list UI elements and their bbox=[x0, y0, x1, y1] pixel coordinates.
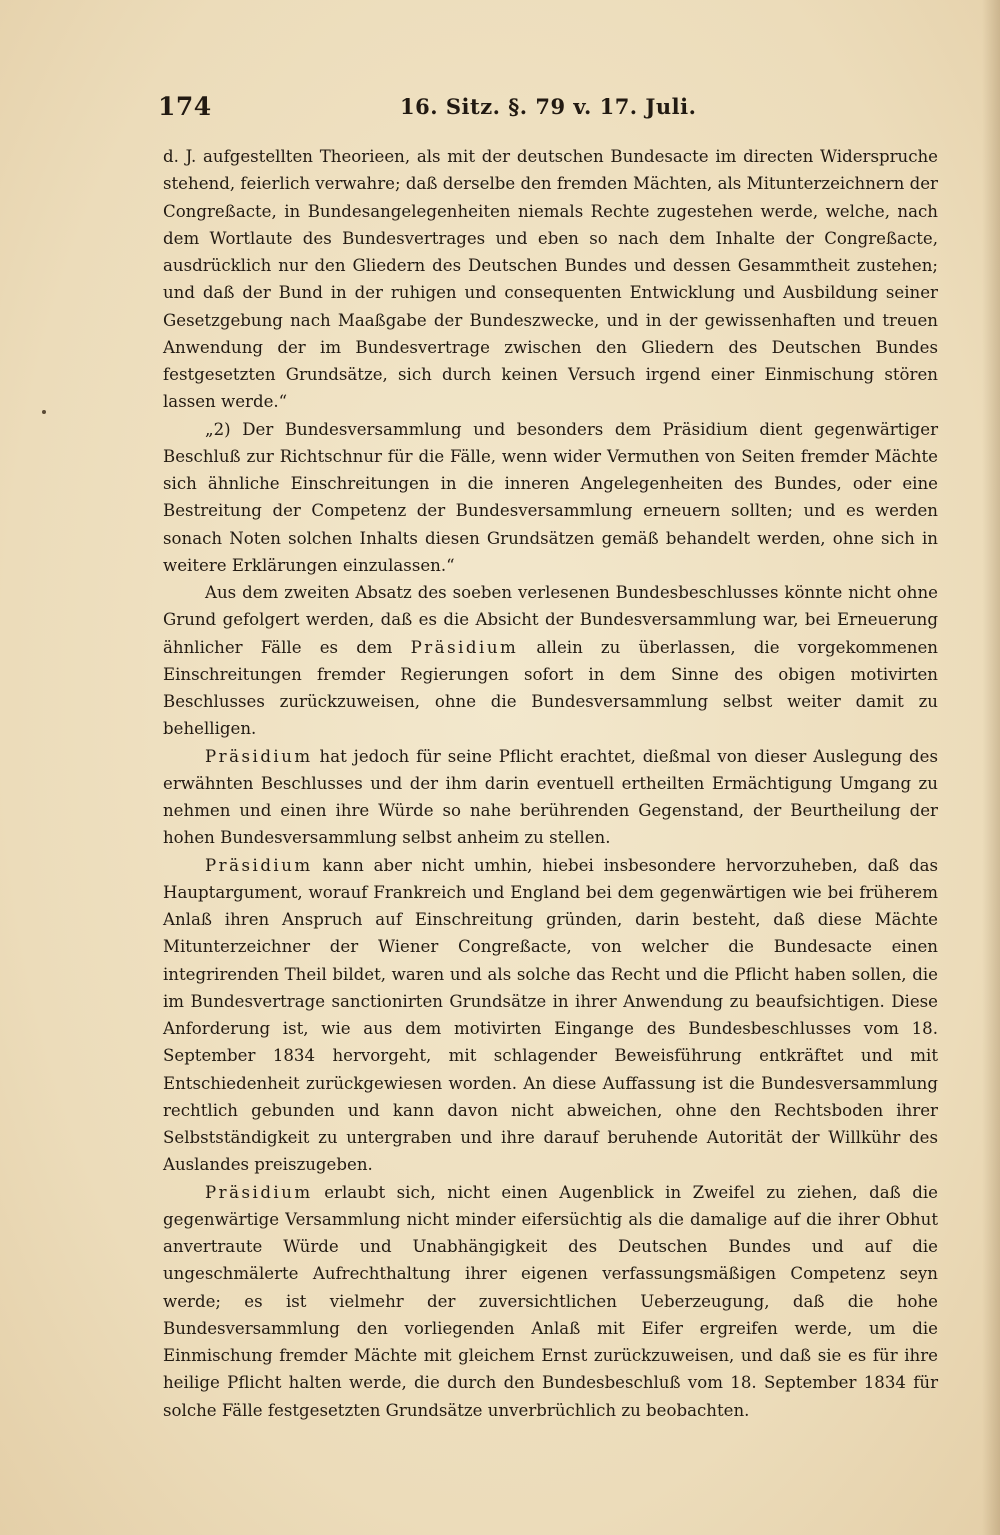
body-text bbox=[163, 143, 938, 1424]
paragraph bbox=[163, 743, 938, 852]
paragraph-text: „2) Der Bundesversammlung und besonders dem Präsidium dient gegenwärtiger Beschluß zur Richtschnur für die Fälle, wenn wider Vermuthen von Seiten fremder Mächte sich ähnliche Einschreitungen in die inneren Angelegenheiten des Bundes, oder eine Bestreitung der Competenz der Bundesversammlung erneuern sollten; und es werden sonach Noten solchen Inhalts diesen Grundsätzen gemäß behandelt werden, ohne sich in weitere Erklärungen einzulassen.“ bbox=[163, 419, 938, 575]
running-head bbox=[150, 92, 950, 132]
running-title: 16. Sitz. §. 79 v. 17. Juli. bbox=[400, 94, 697, 119]
paragraph bbox=[163, 416, 938, 580]
page-edge-shadow bbox=[982, 0, 1000, 1535]
paragraph bbox=[163, 579, 938, 743]
page-number: 174 bbox=[158, 92, 212, 121]
paragraph-text: allein zu überlassen, die vorgekommenen Einschreitungen fremder Regierungen sofort in dem Sinne des obigen motivirten Beschlusses zurückzuweisen, ohne die Bundesversammlung selbst weiter damit zu behelligen. bbox=[163, 637, 938, 739]
stray-mark bbox=[42, 410, 46, 414]
paragraph-text: Aus dem zweiten Absatz des soeben verlesenen Bundesbeschlusses könnte nicht ohne Grund gefolgert werden, daß es die Absicht der Bundesversammlung war, bei Erneuerung ähnlicher Fälle es dem bbox=[163, 583, 938, 657]
paragraph bbox=[163, 143, 938, 416]
paragraph bbox=[163, 852, 938, 1179]
paragraph-text: erlaubt sich, nicht einen Augenblick in Zweifel zu ziehen, daß die gegenwärtige Versammlung nicht minder eifersüchtig als die damalige auf die ihrer Obhut anvertraute Würde und Unabhängigkeit des Deutschen Bundes und auf die ungeschmälerte Aufrechthaltung ihrer eigenen verfassungsmäßigen Competenz seyn werde; es ist vielmehr der zuversichtlichen Ueberzeugung, daß die hohe Bundesversammlung den vorliegenden Anlaß mit Eifer ergreifen werde, um die Einmischung fremder Mächte mit gleichem Ernst zurückzuweisen, und daß sie es für ihre heilige Pflicht halten werde, die durch den Bundesbeschluß vom 18. September 1834 für solche Fälle festgesetzten Grundsätze unverbrüchlich zu beobachten. bbox=[163, 1182, 938, 1420]
emphasized-term: Präsidium bbox=[205, 1182, 313, 1202]
paragraph bbox=[163, 1179, 938, 1424]
emphasized-term: Präsidium bbox=[205, 855, 313, 875]
emphasized-term: Präsidium bbox=[205, 746, 313, 766]
paragraph-text: kann aber nicht umhin, hiebei insbesondere hervorzuheben, daß das Hauptargument, worauf Frankreich und England bei dem gegenwärtigen wie bei früherem Anlaß ihren Anspruch auf Einschreitung gründen, darin besteht, daß diese Mächte Mitunterzeichner der Wiener Congreßacte, von welcher die Bundesacte einen integrirenden Theil bildet, waren und als solche das Recht und die Pflicht haben sollen, die im Bundesvertrage sanctionirten Grundsätze in ihrer Anwendung zu beaufsichtigen. Diese Anforderung ist, wie aus dem motivirten Eingange des Bundesbeschlusses vom 18. September 1834 hervorgeht, mit schlagender Beweisführung entkräftet und mit Entschiedenheit zurückgewiesen worden. An diese Auffassung ist die Bundesversammlung rechtlich gebunden und kann davon nicht abweichen, ohne den Rechtsboden ihrer Selbstständigkeit zu untergraben und ihre darauf beruhende Autorität der Willkühr des Auslandes preiszugeben. bbox=[163, 855, 938, 1175]
paragraph-text: d. J. aufgestellten Theorieen, als mit der deutschen Bundesacte im directen Widerspruche stehend, feierlich verwahre; daß derselbe den fremden Mächten, als Mitunterzeichnern der Congreßacte, in Bundesangelegenheiten niemals Rechte zugestehen werde, welche, nach dem Wortlaute des Bundesvertrages und eben so nach dem Inhalte der Congreßacte, ausdrücklich nur den Gliedern des Deutschen Bundes und dessen Gesammtheit zustehen; und daß der Bund in der ruhigen und consequenten Entwicklung und Ausbildung seiner Gesetzgebung nach Maaßgabe der Bundeszwecke, und in der gewissenhaften und treuen Anwendung der im Bundesvertrage zwischen den Gliedern des Deutschen Bundes festgesetzten Grundsätze, sich durch keinen Versuch irgend einer Einmischung stören lassen werde.“ bbox=[163, 147, 938, 412]
emphasized-term: Präsidium bbox=[410, 637, 519, 657]
paragraph-text: hat jedoch für seine Pflicht erachtet, dießmal von dieser Auslegung des erwähnten Beschlusses und der ihm darin eventuell ertheilten Ermächtigung Umgang zu nehmen und einen ihre Würde so nahe berührenden Gegenstand, der Beurtheilung der hohen Bundesversammlung selbst anheim zu stellen. bbox=[163, 746, 938, 848]
